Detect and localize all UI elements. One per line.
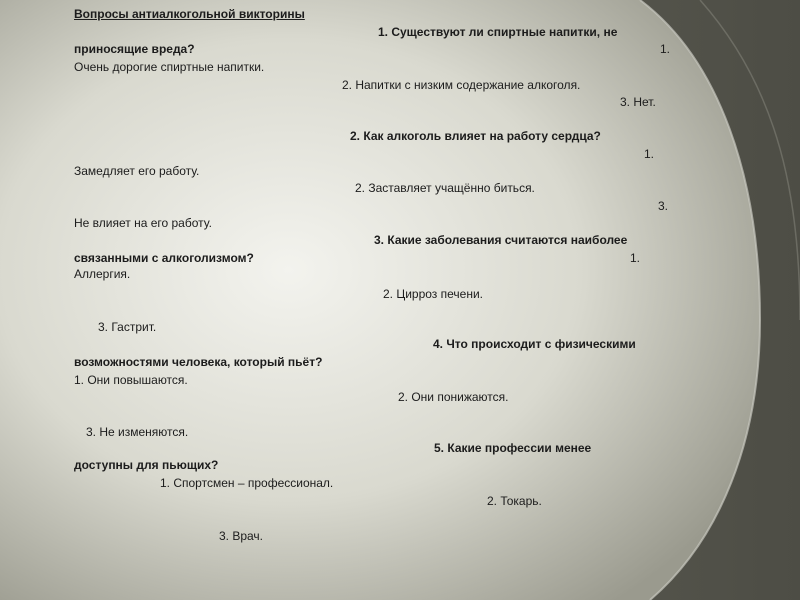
question-4-line2: возможностями человека, который пьёт? bbox=[74, 355, 323, 369]
question-5-line1: 5. Какие профессии менее bbox=[434, 441, 592, 455]
answer-number: 1. bbox=[660, 42, 671, 56]
slide-title: Вопросы антиалкогольной викторины bbox=[74, 7, 305, 21]
answer-text: 1. Они повышаются. bbox=[74, 373, 188, 387]
question-2-line1: 2. Как алкоголь влияет на работу сердца? bbox=[350, 129, 601, 143]
answer-text: Не влияет на его работу. bbox=[74, 216, 212, 230]
answer-number: 1. bbox=[630, 251, 641, 265]
answer-text: 2. Цирроз печени. bbox=[383, 287, 484, 301]
answer-text: 2. Напитки с низким содержание алкоголя. bbox=[342, 78, 581, 92]
answer-text: 3. Гастрит. bbox=[98, 320, 157, 334]
answer-text: 2. Заставляет учащённо биться. bbox=[355, 181, 535, 195]
answer-text: 1. Спортсмен – профессионал. bbox=[160, 476, 334, 490]
answer-text: 3. Не изменяются. bbox=[86, 425, 189, 439]
answer-text: Очень дорогие спиртные напитки. bbox=[74, 60, 265, 74]
answer-text: 2. Токарь. bbox=[487, 494, 542, 508]
answer-text: 2. Они понижаются. bbox=[398, 390, 509, 404]
answer-text: 3. Врач. bbox=[219, 529, 264, 543]
answer-text: Замедляет его работу. bbox=[74, 164, 200, 178]
question-3-line1: 3. Какие заболевания считаются наиболее bbox=[374, 233, 628, 247]
answer-text: 3. Нет. bbox=[620, 95, 656, 109]
question-3-line2: связанными с алкоголизмом? bbox=[74, 251, 254, 265]
question-1-line1: 1. Существуют ли спиртные напитки, не bbox=[378, 25, 618, 39]
question-5-line2: доступны для пьющих? bbox=[74, 458, 219, 472]
question-1-line2: приносящие вреда? bbox=[74, 42, 195, 56]
answer-number: 1. bbox=[644, 147, 655, 161]
answer-text: 3. bbox=[658, 199, 669, 213]
question-4-line1: 4. Что происходит с физическими bbox=[433, 337, 636, 351]
answer-text: Аллергия. bbox=[74, 267, 131, 281]
